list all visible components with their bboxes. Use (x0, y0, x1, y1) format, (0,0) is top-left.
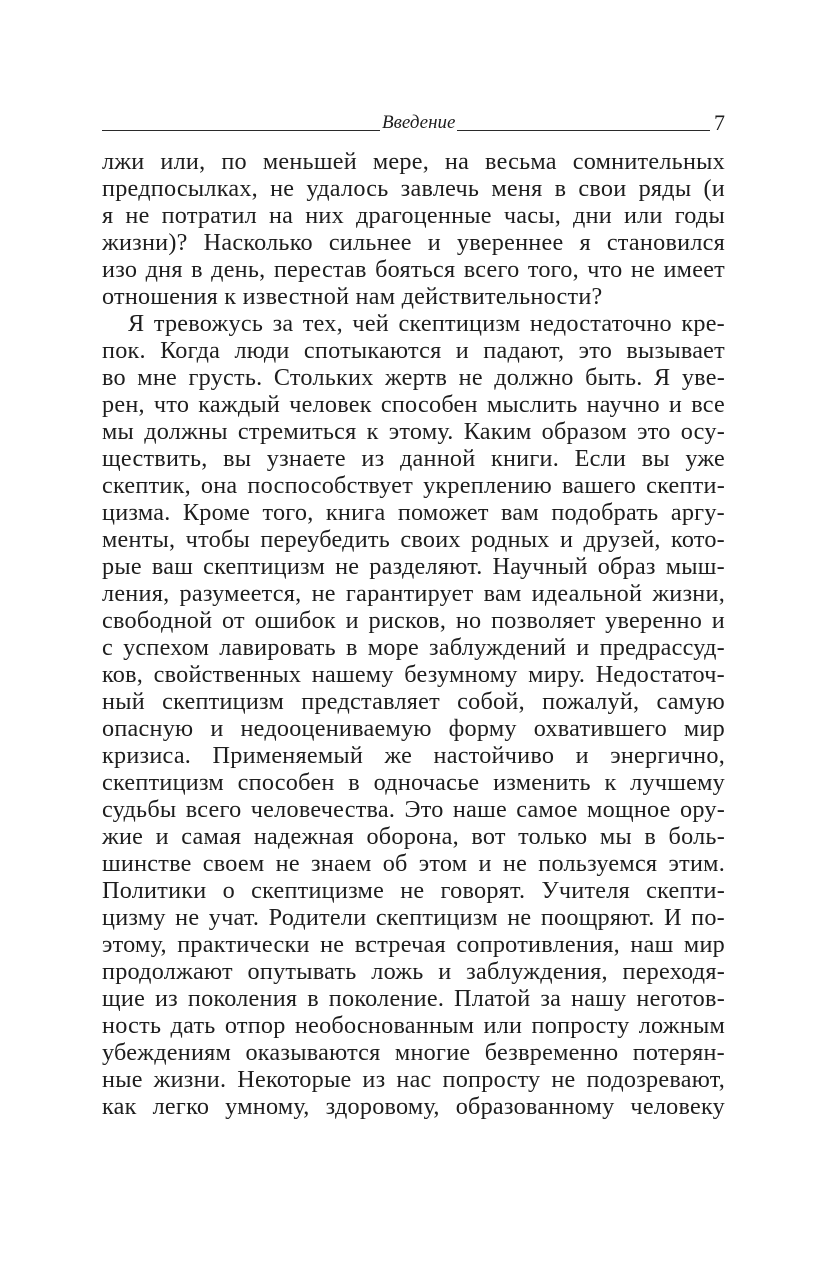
text-line: судьбы всего человечества. Это наше самое мощное ору- (102, 796, 725, 823)
text-line: во мне грусть. Стольких жертв не должно быть. Я уве- (102, 364, 725, 391)
text-line: менты, чтобы переубедить своих родных и друзей, кото- (102, 526, 725, 553)
header-rule-left (102, 130, 380, 131)
paragraph (102, 148, 725, 310)
text-line: цизму не учат. Родители скептицизм не поощряют. И по- (102, 904, 725, 931)
text-line: щие из поколения в поколение. Платой за нашу неготов- (102, 985, 725, 1012)
text-line: этому, практически не встречая сопротивления, наш мир (102, 931, 725, 958)
paragraph (102, 310, 725, 1120)
text-line: предпосылках, не удалось завлечь меня в свои ряды (и (102, 175, 725, 202)
text-line: изо дня в день, перестав бояться всего того, что не имеет (102, 256, 725, 283)
text-line: ков, свойственных нашему безумному миру. Недостаточ- (102, 661, 725, 688)
text-line: ные жизни. Некоторые из нас попросту не подозревают, (102, 1066, 725, 1093)
text-line: скептик, она поспособствует укреплению вашего скепти- (102, 472, 725, 499)
text-line: жие и самая надежная оборона, вот только мы в боль- (102, 823, 725, 850)
text-line: Я тревожусь за тех, чей скептицизм недостаточно кре- (128, 310, 725, 337)
text-line: как легко умному, здоровому, образованному человеку (102, 1093, 725, 1120)
text-line: продолжают опутывать ложь и заблуждения, переходя- (102, 958, 725, 985)
text-line: скептицизм способен в одночасье изменить к лучшему (102, 769, 725, 796)
text-line: жизни)? Насколько сильнее и увереннее я становился (102, 229, 725, 256)
text-line: ность дать отпор необоснованным или попросту ложным (102, 1012, 725, 1039)
text-line: ный скептицизм представляет собой, пожалуй, самую (102, 688, 725, 715)
text-line: пок. Когда люди спотыкаются и падают, это вызывает (102, 337, 725, 364)
text-line: свободной от ошибок и рисков, но позволяет уверенно и (102, 607, 725, 634)
body-text (102, 148, 725, 1120)
running-head (102, 110, 725, 134)
page-number: 7 (714, 110, 725, 135)
text-line: цизма. Кроме того, книга поможет вам подобрать аргу- (102, 499, 725, 526)
book-page (102, 0, 725, 1270)
text-line: убеждениям оказываются многие безвременно потерян- (102, 1039, 725, 1066)
text-line: Политики о скептицизме не говорят. Учителя скепти- (102, 877, 725, 904)
text-line: ществить, вы узнаете из данной книги. Если вы уже (102, 445, 725, 472)
section-title: Введение (382, 112, 456, 133)
text-line: шинстве своем не знаем об этом и не пользуемся этим. (102, 850, 725, 877)
header-rule-right (457, 130, 710, 131)
text-line: рые ваш скептицизм не разделяют. Научный образ мыш- (102, 553, 725, 580)
text-line: отношения к известной нам действительности? (102, 283, 603, 310)
text-line: лжи или, по меньшей мере, на весьма сомнительных (102, 148, 725, 175)
text-line: ления, разумеется, не гарантирует вам идеальной жизни, (102, 580, 725, 607)
text-line: я не потратил на них драгоценные часы, дни или годы (102, 202, 725, 229)
text-line: рен, что каждый человек способен мыслить научно и все (102, 391, 725, 418)
text-line: мы должны стремиться к этому. Каким образом это осу- (102, 418, 725, 445)
text-line: с успехом лавировать в море заблуждений и предрассуд- (102, 634, 725, 661)
text-line: опасную и недооцениваемую форму охватившего мир (102, 715, 725, 742)
text-line: кризиса. Применяемый же настойчиво и энергично, (102, 742, 725, 769)
